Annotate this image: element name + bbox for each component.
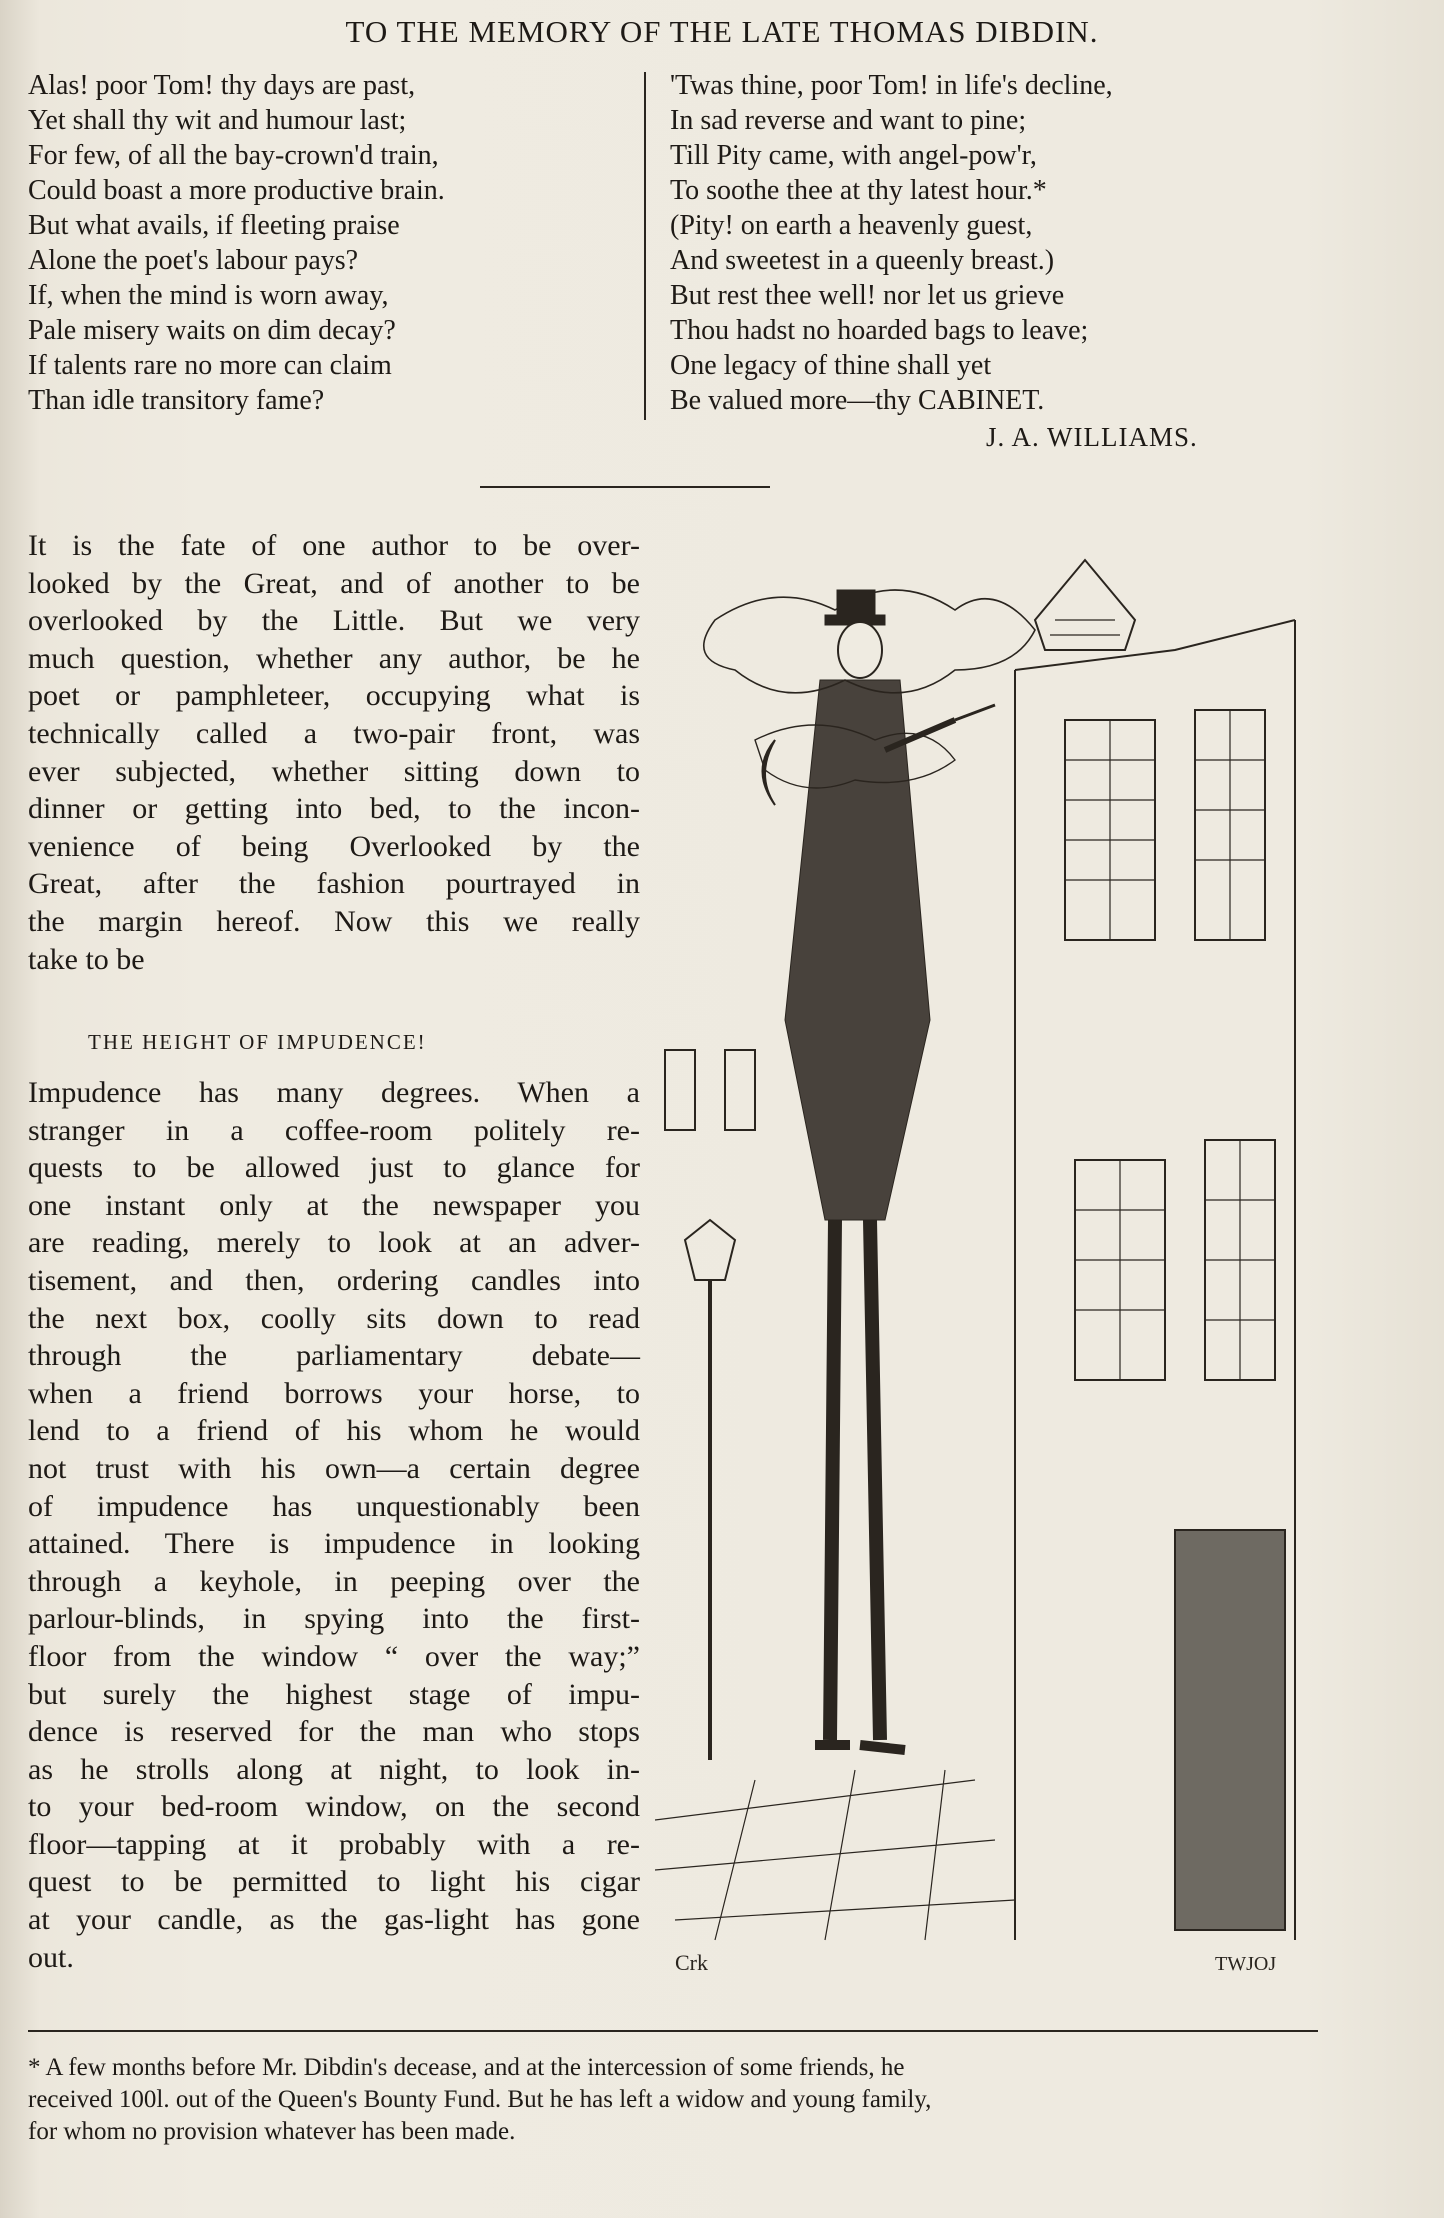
poem-line: In sad reverse and want to pine; <box>670 105 1027 136</box>
page-title: TO THE MEMORY OF THE LATE THOMAS DIBDIN. <box>345 14 1099 49</box>
text-line: dinner or getting into bed, to the incon- <box>28 792 640 826</box>
poem-line: And sweetest in a queenly breast.) <box>670 245 1055 276</box>
poem-line: One legacy of thine shall yet <box>670 350 992 381</box>
text-line: tisement, and then, ordering candles into <box>28 1263 640 1297</box>
text-line: of impudence has unquestionably been <box>28 1489 640 1523</box>
section-heading: THE HEIGHT OF IMPUDENCE! <box>88 1030 427 1054</box>
poem-right-column <box>670 68 1113 418</box>
poem-line: Pale misery waits on dim decay? <box>28 315 396 346</box>
text-line: to your bed-room window, on the second <box>28 1790 640 1824</box>
text-line: floor from the window “ over the way;” <box>28 1639 640 1673</box>
poem-line: But what avails, if fleeting praise <box>28 210 400 241</box>
text-line: through the parliamentary debate— <box>28 1339 640 1373</box>
text-line: take to be <box>28 942 145 976</box>
poem-line: Than idle transitory fame? <box>28 385 325 416</box>
footnote-line: for whom no provision whatever has been made. <box>28 2118 516 2145</box>
text-line: much question, whether any author, be he <box>28 641 640 675</box>
text-line: not trust with his own—a certain degree <box>28 1451 640 1485</box>
poem-line: If talents rare no more can claim <box>28 350 392 381</box>
footnote-line: received 100l. out of the Queen's Bounty Fund. But he has left a widow and young family, <box>28 2086 932 2113</box>
text-line: looked by the Great, and of another to be <box>28 566 640 600</box>
text-line: the next box, coolly sits down to read <box>28 1301 640 1335</box>
text-line: one instant only at the newspaper you <box>28 1188 640 1222</box>
engraving-tall-man-at-window-icon <box>655 520 1320 1985</box>
poem-line: But rest thee well! nor let us grieve <box>670 280 1065 311</box>
poem-line: Be valued more—thy CABINET. <box>670 385 1045 416</box>
text-line: but surely the highest stage of impu- <box>28 1677 640 1711</box>
poem-line: Alas! poor Tom! thy days are past, <box>28 70 416 101</box>
text-line: floor—tapping at it probably with a re- <box>28 1827 640 1861</box>
text-line: Great, after the fashion pourtrayed in <box>28 867 640 901</box>
text-line: stranger in a coffee-room politely re- <box>28 1113 640 1147</box>
poem-line: Thou hadst no hoarded bags to leave; <box>670 315 1089 346</box>
text-line: quests to be allowed just to glance for <box>28 1151 640 1185</box>
text-line: overlooked by the Little. But we very <box>28 604 640 638</box>
poem-line: For few, of all the bay-crown'd train, <box>28 140 439 171</box>
text-line: as he strolls along at night, to look in- <box>28 1752 640 1786</box>
section-divider <box>480 486 770 488</box>
poem-line: Could boast a more productive brain. <box>28 175 445 206</box>
text-line: at your candle, as the gas-light has gone <box>28 1903 640 1937</box>
poem-line: To soothe thee at thy latest hour.* <box>670 175 1047 206</box>
text-line: venience of being Overlooked by the <box>28 829 640 863</box>
poem-column-divider <box>644 72 646 420</box>
text-line: when a friend borrows your horse, to <box>28 1376 640 1410</box>
text-line: are reading, merely to look at an adver- <box>28 1226 640 1260</box>
poem-line: Yet shall thy wit and humour last; <box>28 105 407 136</box>
text-line: parlour-blinds, in spying into the first- <box>28 1602 640 1636</box>
text-line: through a keyhole, in peeping over the <box>28 1564 640 1598</box>
text-line: lend to a friend of his whom he would <box>28 1414 640 1448</box>
poem-line: Alone the poet's labour pays? <box>28 245 359 276</box>
poem-line: 'Twas thine, poor Tom! in life's decline, <box>670 70 1113 101</box>
text-line: the margin hereof. Now this we really <box>28 904 640 938</box>
footnote-line: * A few months before Mr. Dibdin's decease, and at the intercession of some friends, he <box>28 2054 905 2081</box>
poem-line: Till Pity came, with angel-pow'r, <box>670 140 1037 171</box>
illustration-signature: TWJOJ <box>1215 1953 1277 1975</box>
text-line: quest to be permitted to light his cigar <box>28 1865 640 1899</box>
text-line: technically called a two-pair front, was <box>28 716 640 750</box>
impudence-paragraph <box>28 1074 640 1976</box>
text-line: ever subjected, whether sitting down to <box>28 754 640 788</box>
poem-left-column <box>28 68 445 418</box>
footnote <box>28 2052 1318 2148</box>
intro-paragraph <box>28 527 640 978</box>
poem-line: If, when the mind is worn away, <box>28 280 389 311</box>
text-line: poet or pamphleteer, occupying what is <box>28 679 640 713</box>
footnote-divider <box>28 2030 1318 2032</box>
poem-signature: J. A. WILLIAMS. <box>986 422 1198 452</box>
text-line: out. <box>28 1940 74 1974</box>
poem-line: (Pity! on earth a heavenly guest, <box>670 210 1033 241</box>
text-line: dence is reserved for the man who stops <box>28 1715 640 1749</box>
illustration-signature: Crk <box>675 1950 708 1975</box>
text-line: Impudence has many degrees. When a <box>28 1076 640 1109</box>
text-line: It is the fate of one author to be over- <box>28 529 640 562</box>
text-line: attained. There is impudence in looking <box>28 1527 640 1561</box>
